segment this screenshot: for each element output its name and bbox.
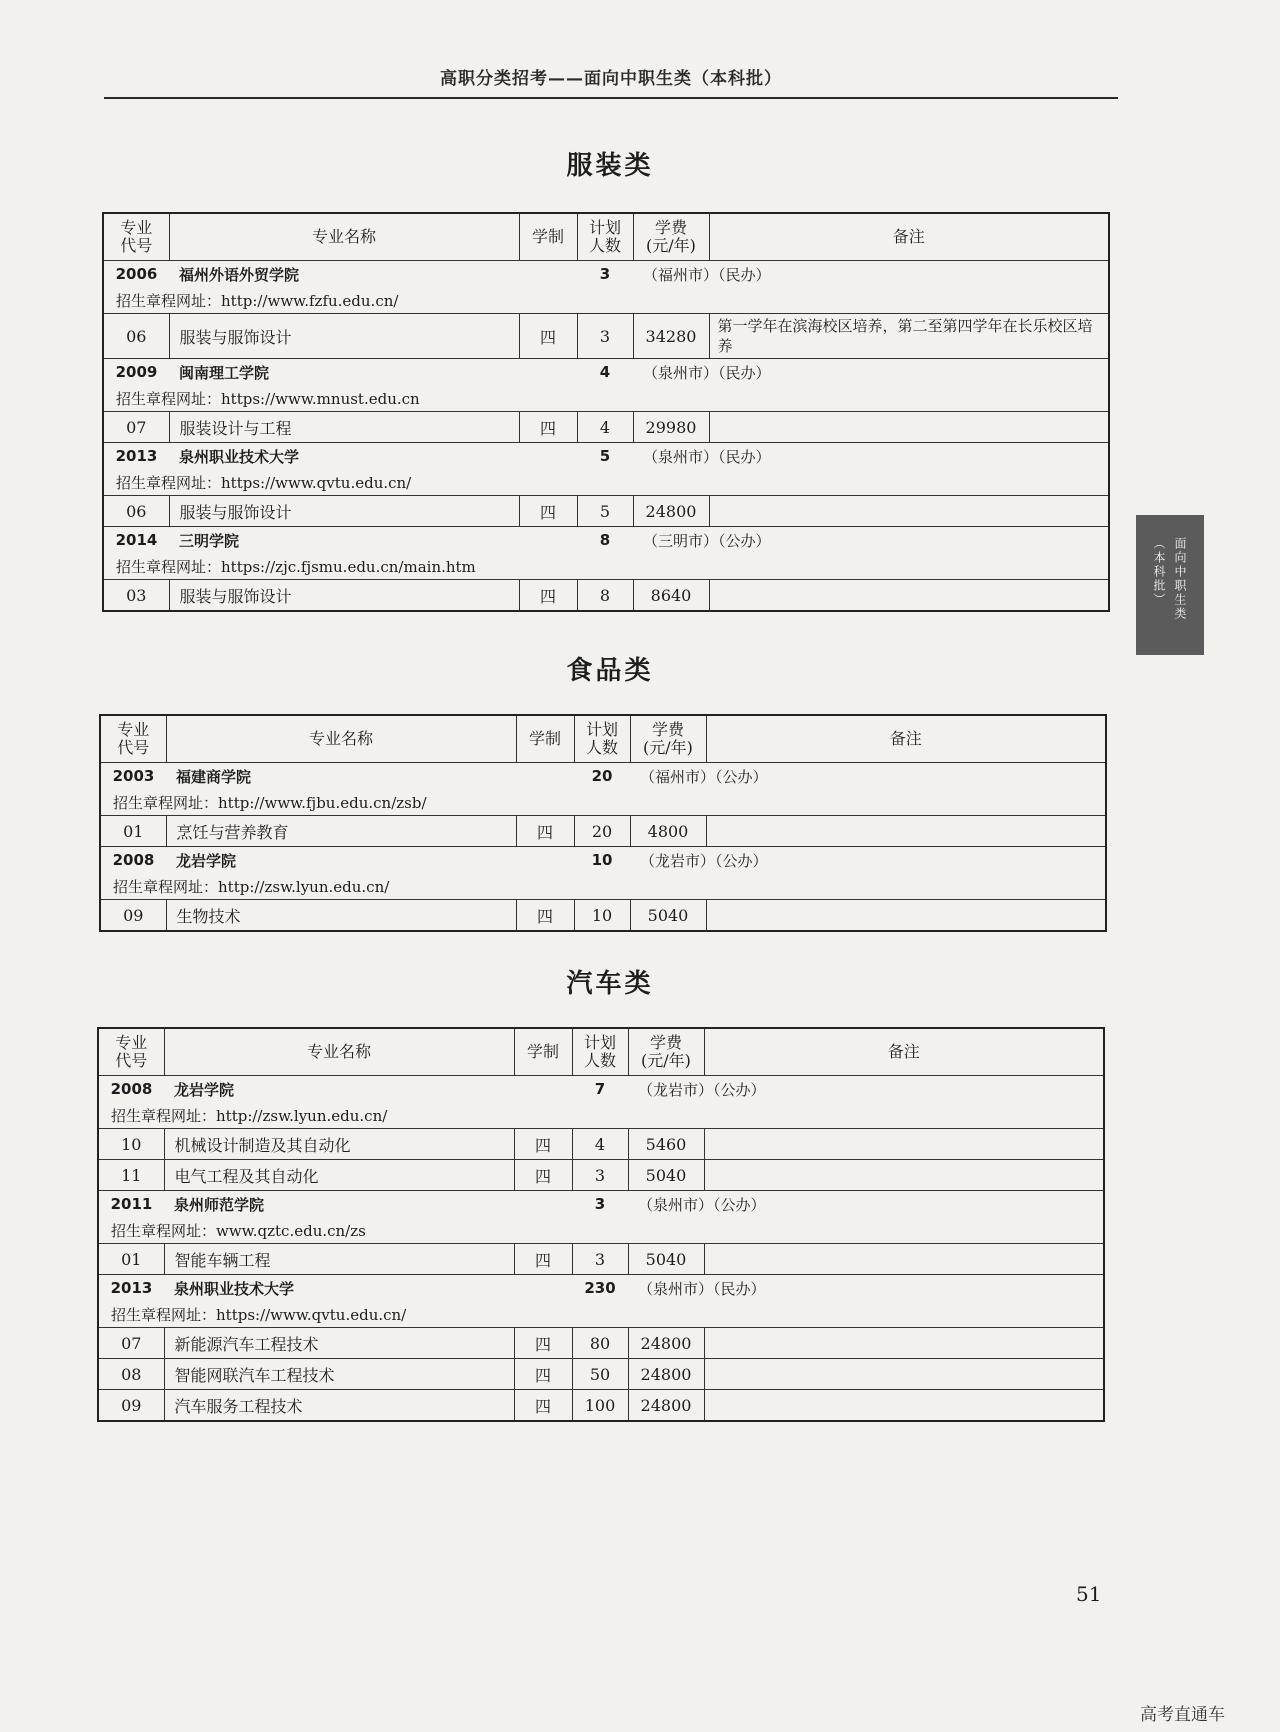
admission-url: 招生章程网址：https://www.mnust.edu.cn (103, 385, 1109, 412)
major-name: 新能源汽车工程技术 (164, 1328, 514, 1359)
major-fee: 24800 (628, 1328, 704, 1359)
major-row (98, 1390, 1104, 1422)
major-years: 四 (514, 1328, 572, 1359)
major-code: 09 (100, 900, 166, 932)
institution-code: 2014 (103, 527, 169, 554)
major-note (706, 816, 1106, 847)
institution-location: （福州市）（民办） (633, 261, 1109, 288)
col-header-code: 专业 代号 (100, 715, 166, 763)
major-row (103, 314, 1109, 359)
major-row (98, 1160, 1104, 1191)
major-code: 11 (98, 1160, 164, 1191)
major-fee: 8640 (633, 580, 709, 612)
institution-row (100, 847, 1106, 874)
major-plan: 80 (572, 1328, 628, 1359)
institution-location: （泉州市）（公办） (628, 1191, 1104, 1218)
admission-url: 招生章程网址：http://zsw.lyun.edu.cn/ (98, 1102, 1104, 1129)
major-note (704, 1244, 1104, 1275)
watermark: 高考直通车 (1140, 1705, 1225, 1725)
major-name: 烹饪与营养教育 (166, 816, 516, 847)
institution-name: 泉州师范学院 (164, 1191, 572, 1218)
section-title: 食品类 (566, 656, 654, 686)
institution-code: 2003 (100, 763, 166, 790)
major-name: 智能车辆工程 (164, 1244, 514, 1275)
institution-location: （泉州市）（民办） (633, 443, 1109, 470)
col-header-name: 专业名称 (164, 1028, 514, 1076)
major-years: 四 (514, 1129, 572, 1160)
side-tab-line2: （本科批） (1152, 537, 1166, 607)
major-plan: 20 (574, 816, 630, 847)
major-years: 四 (514, 1359, 572, 1390)
major-note (704, 1129, 1104, 1160)
major-row (98, 1129, 1104, 1160)
institution-url-row (103, 553, 1109, 580)
major-fee: 5040 (628, 1244, 704, 1275)
major-name: 电气工程及其自动化 (164, 1160, 514, 1191)
running-head: 高职分类招考——面向中职生类（本科批） (440, 69, 782, 89)
institution-name: 泉州职业技术大学 (164, 1275, 572, 1302)
major-fee: 4800 (630, 816, 706, 847)
institution-plan: 20 (574, 763, 630, 790)
major-row (98, 1244, 1104, 1275)
institution-name: 闽南理工学院 (169, 359, 577, 386)
major-row (103, 580, 1109, 612)
col-header-plan: 计划 人数 (577, 213, 633, 261)
institution-name: 龙岩学院 (166, 847, 574, 874)
major-name: 服装与服饰设计 (169, 314, 519, 359)
major-years: 四 (519, 580, 577, 612)
institution-url-row (100, 789, 1106, 816)
major-note (709, 496, 1109, 527)
major-note (704, 1328, 1104, 1359)
major-plan: 100 (572, 1390, 628, 1422)
major-fee: 29980 (633, 412, 709, 443)
major-row (103, 496, 1109, 527)
institution-location: （福州市）（公办） (630, 763, 1106, 790)
major-years: 四 (514, 1390, 572, 1422)
admission-url: 招生章程网址：http://www.fjbu.edu.cn/zsb/ (100, 789, 1106, 816)
major-plan: 3 (577, 314, 633, 359)
admission-table (97, 1027, 1105, 1422)
col-header-note: 备注 (709, 213, 1109, 261)
major-name: 汽车服务工程技术 (164, 1390, 514, 1422)
major-row (98, 1328, 1104, 1359)
col-header-years: 学制 (516, 715, 574, 763)
major-plan: 4 (577, 412, 633, 443)
major-row (103, 412, 1109, 443)
major-code: 01 (100, 816, 166, 847)
institution-url-row (98, 1102, 1104, 1129)
major-note (704, 1390, 1104, 1422)
col-header-plan: 计划 人数 (572, 1028, 628, 1076)
major-years: 四 (519, 314, 577, 359)
institution-code: 2009 (103, 359, 169, 386)
header-row (98, 1028, 1104, 1076)
section-title: 服装类 (566, 151, 654, 181)
major-code: 10 (98, 1129, 164, 1160)
institution-location: （泉州市）（民办） (628, 1275, 1104, 1302)
institution-code: 2011 (98, 1191, 164, 1218)
institution-location: （龙岩市）（公办） (628, 1076, 1104, 1103)
admission-url: 招生章程网址：http://zsw.lyun.edu.cn/ (100, 873, 1106, 900)
col-header-years: 学制 (519, 213, 577, 261)
major-note (706, 900, 1106, 932)
major-code: 01 (98, 1244, 164, 1275)
major-plan: 8 (577, 580, 633, 612)
col-header-code: 专业 代号 (103, 213, 169, 261)
major-fee: 34280 (633, 314, 709, 359)
admission-table (99, 714, 1107, 932)
institution-url-row (100, 873, 1106, 900)
institution-row (98, 1076, 1104, 1103)
side-tab-line1: 面向中职生类 (1173, 537, 1187, 621)
major-code: 06 (103, 314, 169, 359)
side-tab (1136, 515, 1204, 655)
col-header-fee: 学费 (元/年) (630, 715, 706, 763)
major-name: 服装设计与工程 (169, 412, 519, 443)
major-years: 四 (514, 1160, 572, 1191)
institution-plan: 3 (577, 261, 633, 288)
major-fee: 24800 (628, 1390, 704, 1422)
institution-row (98, 1275, 1104, 1302)
major-row (100, 816, 1106, 847)
major-row (100, 900, 1106, 932)
institution-url-row (98, 1301, 1104, 1328)
major-name: 机械设计制造及其自动化 (164, 1129, 514, 1160)
institution-plan: 10 (574, 847, 630, 874)
institution-name: 三明学院 (169, 527, 577, 554)
institution-plan: 4 (577, 359, 633, 386)
institution-row (103, 443, 1109, 470)
major-code: 08 (98, 1359, 164, 1390)
major-note (704, 1160, 1104, 1191)
admission-url: 招生章程网址：www.qztc.edu.cn/zs (98, 1217, 1104, 1244)
major-fee: 5040 (628, 1160, 704, 1191)
institution-location: （泉州市）（民办） (633, 359, 1109, 386)
header-rule (104, 97, 1118, 99)
institution-location: （三明市）（公办） (633, 527, 1109, 554)
major-years: 四 (519, 496, 577, 527)
institution-name: 福建商学院 (166, 763, 574, 790)
institution-url-row (103, 469, 1109, 496)
col-header-fee: 学费 (元/年) (633, 213, 709, 261)
major-plan: 50 (572, 1359, 628, 1390)
institution-name: 福州外语外贸学院 (169, 261, 577, 288)
major-row (98, 1359, 1104, 1390)
institution-row (103, 527, 1109, 554)
admission-url: 招生章程网址：http://www.fzfu.edu.cn/ (103, 287, 1109, 314)
col-header-code: 专业 代号 (98, 1028, 164, 1076)
institution-row (98, 1191, 1104, 1218)
major-plan: 5 (577, 496, 633, 527)
major-years: 四 (519, 412, 577, 443)
major-plan: 3 (572, 1160, 628, 1191)
col-header-plan: 计划 人数 (574, 715, 630, 763)
major-years: 四 (516, 900, 574, 932)
institution-code: 2006 (103, 261, 169, 288)
major-plan: 10 (574, 900, 630, 932)
institution-url-row (103, 385, 1109, 412)
admission-table (102, 212, 1110, 612)
admission-url: 招生章程网址：https://zjc.fjsmu.edu.cn/main.htm (103, 553, 1109, 580)
major-code: 07 (98, 1328, 164, 1359)
col-header-name: 专业名称 (166, 715, 516, 763)
major-name: 服装与服饰设计 (169, 496, 519, 527)
major-code: 06 (103, 496, 169, 527)
major-name: 智能网联汽车工程技术 (164, 1359, 514, 1390)
institution-plan: 230 (572, 1275, 628, 1302)
institution-code: 2008 (100, 847, 166, 874)
admission-url: 招生章程网址：https://www.qvtu.edu.cn/ (98, 1301, 1104, 1328)
major-years: 四 (514, 1244, 572, 1275)
major-fee: 5040 (630, 900, 706, 932)
institution-plan: 3 (572, 1191, 628, 1218)
institution-location: （龙岩市）（公办） (630, 847, 1106, 874)
section-title: 汽车类 (566, 969, 654, 999)
institution-url-row (103, 287, 1109, 314)
institution-plan: 5 (577, 443, 633, 470)
major-code: 07 (103, 412, 169, 443)
major-fee: 24800 (628, 1359, 704, 1390)
major-years: 四 (516, 816, 574, 847)
institution-row (100, 763, 1106, 790)
institution-url-row (98, 1217, 1104, 1244)
institution-code: 2013 (103, 443, 169, 470)
institution-row (103, 359, 1109, 386)
major-code: 09 (98, 1390, 164, 1422)
major-note (709, 580, 1109, 612)
col-header-note: 备注 (706, 715, 1106, 763)
col-header-years: 学制 (514, 1028, 572, 1076)
institution-row (103, 261, 1109, 288)
major-name: 服装与服饰设计 (169, 580, 519, 612)
header-row (100, 715, 1106, 763)
institution-code: 2013 (98, 1275, 164, 1302)
institution-name: 龙岩学院 (164, 1076, 572, 1103)
col-header-fee: 学费 (元/年) (628, 1028, 704, 1076)
page-number: 51 (1076, 1582, 1102, 1606)
major-fee: 24800 (633, 496, 709, 527)
institution-plan: 7 (572, 1076, 628, 1103)
admission-url: 招生章程网址：https://www.qvtu.edu.cn/ (103, 469, 1109, 496)
col-header-name: 专业名称 (169, 213, 519, 261)
institution-code: 2008 (98, 1076, 164, 1103)
major-code: 03 (103, 580, 169, 612)
major-plan: 4 (572, 1129, 628, 1160)
header-row (103, 213, 1109, 261)
major-note (709, 412, 1109, 443)
institution-name: 泉州职业技术大学 (169, 443, 577, 470)
major-plan: 3 (572, 1244, 628, 1275)
major-note: 第一学年在滨海校区培养，第二至第四学年在长乐校区培养 (709, 314, 1109, 359)
col-header-note: 备注 (704, 1028, 1104, 1076)
major-name: 生物技术 (166, 900, 516, 932)
major-fee: 5460 (628, 1129, 704, 1160)
major-note (704, 1359, 1104, 1390)
institution-plan: 8 (577, 527, 633, 554)
